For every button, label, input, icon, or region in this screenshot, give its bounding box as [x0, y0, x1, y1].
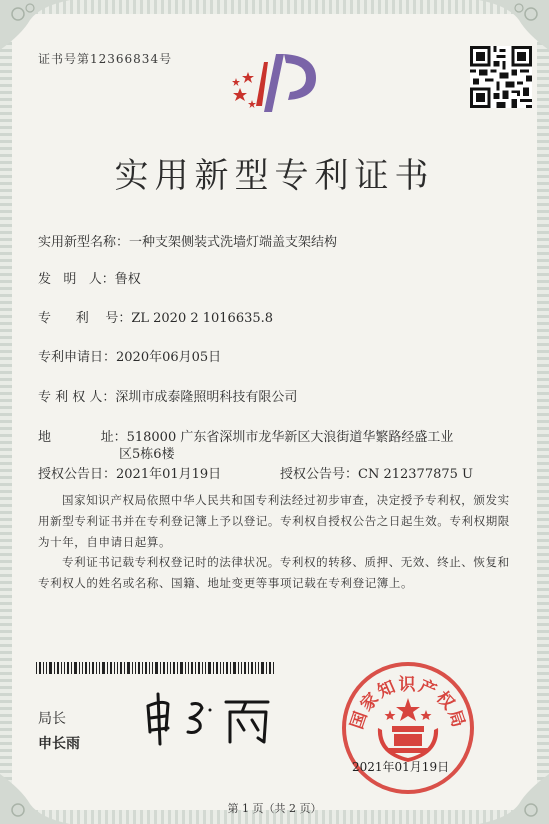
seal-date: 2021年01月19日 — [352, 760, 450, 774]
field-value: 518000 广东省深圳市龙华新区大浪街道华繁路经盛工业 — [126, 430, 454, 445]
official-seal-icon — [338, 658, 478, 798]
field-label: 专 利 号： — [38, 311, 132, 326]
legal-status-paragraph: 专利证书记载专利权登记时的法律状况。专利权的转移、质押、无效、终止、恢复和专利权人的姓名或名称、国籍、地址变更等事项记载在专利登记簿上。 — [38, 555, 510, 590]
corner-ornament-icon — [0, 774, 70, 824]
field-value: ZL 2020 2 1016635.8 — [131, 311, 274, 326]
corner-ornament-icon — [479, 0, 549, 50]
field-label: 实用新型名称： — [38, 235, 130, 250]
director-name: 申长雨 — [38, 736, 80, 752]
border-top — [0, 0, 549, 14]
patentee-row — [38, 386, 297, 405]
qr-code-icon — [470, 46, 532, 108]
director-title: 局长 — [38, 711, 66, 727]
certificate-number: 证书号第12366834号 — [38, 52, 173, 66]
field-label: 专利申请日： — [38, 350, 117, 365]
border-left — [0, 0, 12, 824]
grant-statement-paragraph: 国家知识产权局依照中华人民共和国专利法经过初步审查，决定授予专利权，颁发实用新型专利证书并在专利登记簿上予以登记。专利权自授权公告之日起生效。专利权期限为十年，自申请日起算。 — [38, 493, 510, 549]
page-number: 第 1 页（共 2 页） — [227, 802, 322, 815]
patent-number-row — [38, 307, 273, 326]
address-row-continued — [119, 443, 175, 462]
director-signature-icon — [140, 688, 280, 748]
field-label: 授权公告日： — [38, 467, 117, 482]
barcode-icon — [36, 659, 276, 671]
field-value: 鲁权 — [114, 272, 141, 287]
border-right — [537, 0, 549, 824]
field-value: 深圳市成泰隆照明科技有限公司 — [115, 390, 298, 405]
seal-text: 国家知识产权局 — [347, 675, 469, 732]
field-label: 发 明 人： — [38, 272, 115, 287]
field-value: 2021年01月19日 — [116, 467, 222, 482]
inventor-row — [38, 268, 141, 287]
field-label: 授权公告号： — [280, 467, 359, 482]
filing-date-row — [38, 346, 221, 365]
field-label: 专 利 权 人： — [38, 390, 116, 405]
field-value: CN 212377875 U — [358, 467, 473, 482]
page-title: 实用新型专利证书 — [114, 156, 435, 196]
corner-ornament-icon — [479, 774, 549, 824]
utility-model-name-row — [38, 231, 337, 250]
field-value: 区5栋6楼 — [119, 447, 175, 462]
field-value: 一种支架侧装式洗墙灯端盖支架结构 — [129, 235, 338, 250]
field-value: 2020年06月05日 — [116, 350, 222, 365]
grant-date-row — [38, 463, 221, 482]
corner-ornament-icon — [0, 0, 70, 50]
field-label: 地 址： — [38, 430, 127, 445]
address-row — [38, 426, 453, 445]
cnipa-logo-icon — [232, 48, 328, 120]
grant-number-row — [280, 463, 473, 482]
